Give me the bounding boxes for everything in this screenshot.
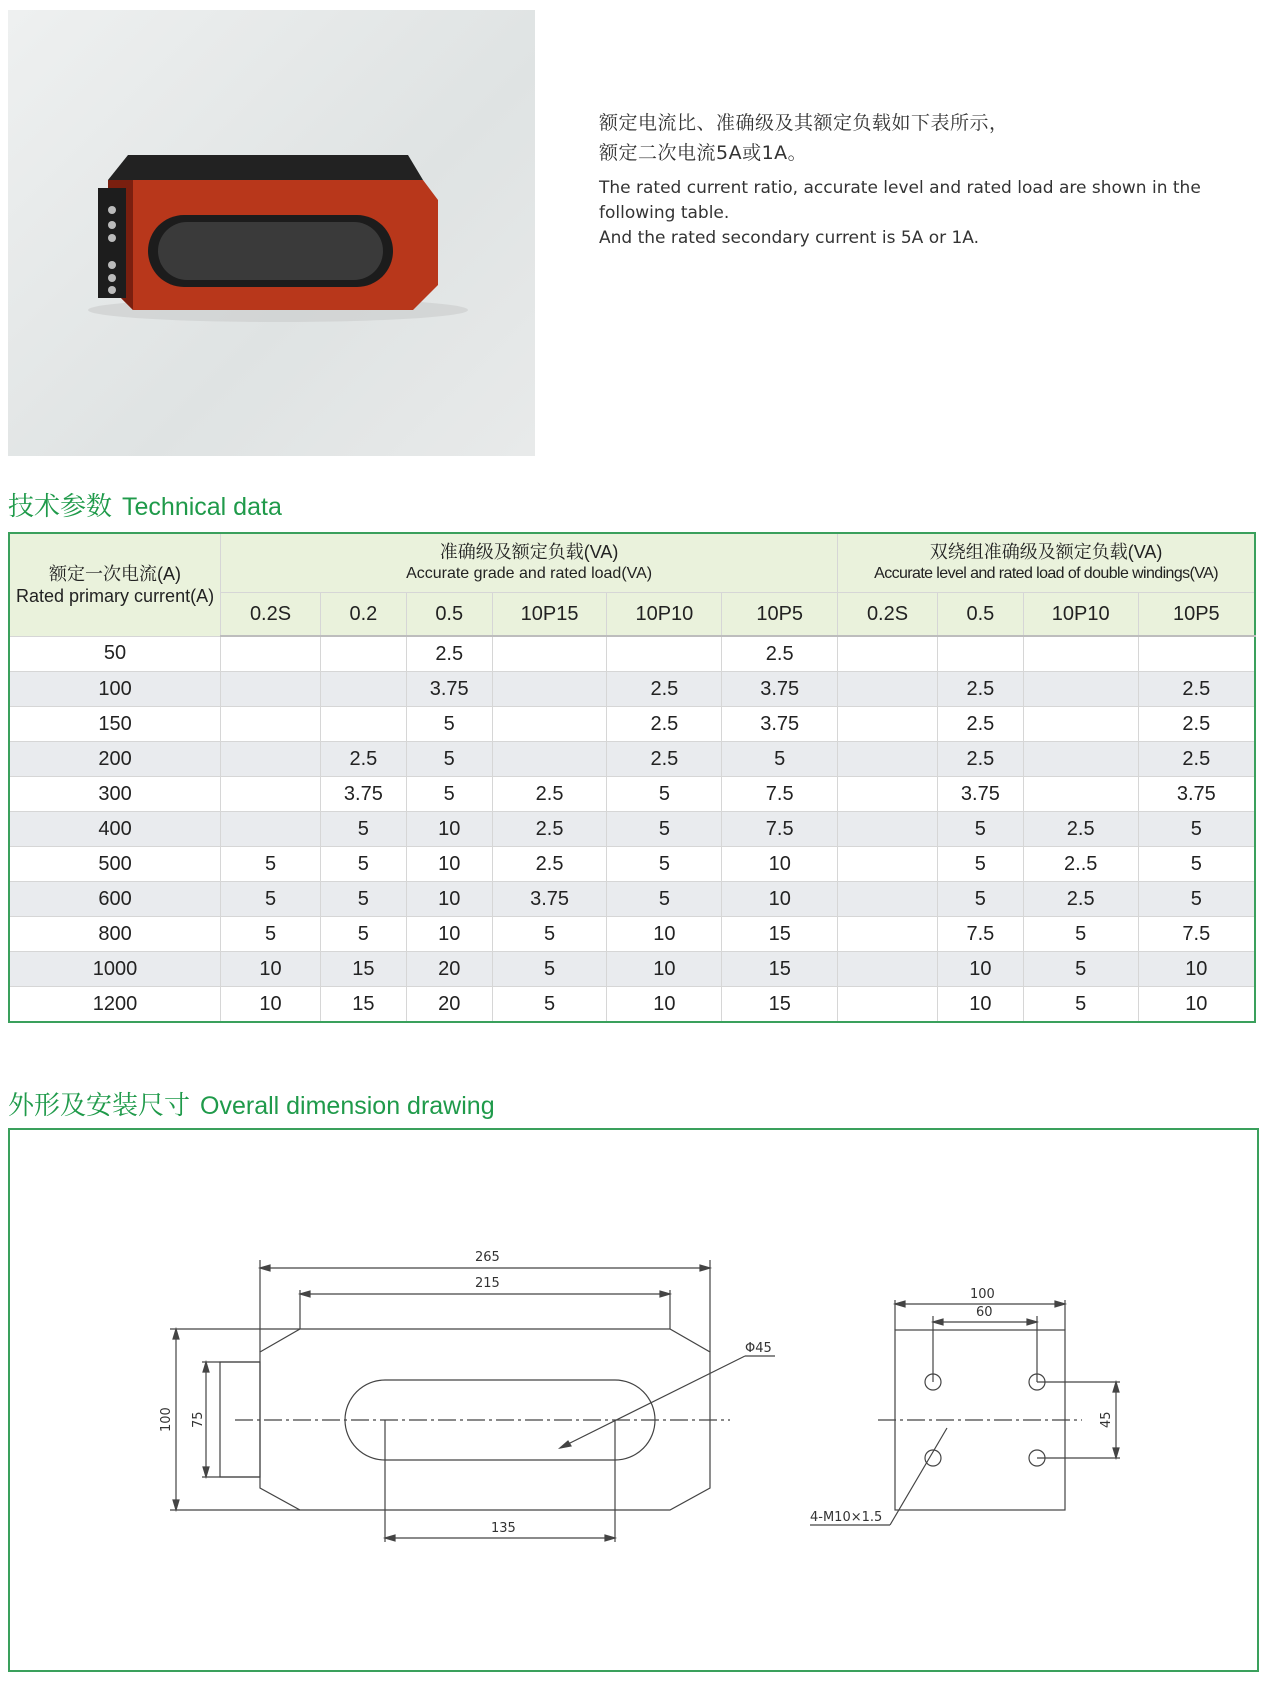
dim-thread: 4-M10×1.5 (810, 1510, 883, 1525)
table-cell: 3.75 (320, 777, 406, 812)
table-cell: 2.5 (1023, 882, 1138, 917)
intro-cn-line1: 额定电流比、准确级及其额定负载如下表所示， (599, 112, 1009, 134)
table-cell: 5 (406, 742, 492, 777)
table-cell: 2.5 (722, 636, 838, 672)
table-cell: 2.5 (937, 742, 1023, 777)
table-cell: 7.5 (1138, 917, 1255, 952)
table-row (9, 882, 1255, 917)
table-body (9, 636, 1255, 1022)
table-cell: 10 (722, 847, 838, 882)
dim-60: 60 (976, 1305, 993, 1320)
table-cell: 5 (492, 987, 607, 1023)
table-cell: 10 (221, 987, 321, 1023)
table-cell: 3.75 (937, 777, 1023, 812)
table-cell: 10 (607, 917, 722, 952)
table-cell: 7.5 (722, 777, 838, 812)
table-cell: 15 (320, 952, 406, 987)
table-row (9, 987, 1255, 1023)
row-current-cell: 800 (9, 917, 221, 952)
table-cell: 10 (406, 917, 492, 952)
table-cell (838, 742, 938, 777)
table-cell: 20 (406, 952, 492, 987)
dim-title-en: Overall dimension drawing (200, 1092, 495, 1120)
dim-215: 215 (475, 1276, 500, 1291)
table-cell: 5 (221, 917, 321, 952)
table-cell: 2.5 (607, 707, 722, 742)
tech-title-en: Technical data (122, 493, 282, 521)
table-cell: 10 (406, 812, 492, 847)
table-cell: 10 (722, 882, 838, 917)
row-current-cell: 200 (9, 742, 221, 777)
table-cell: 2.5 (492, 847, 607, 882)
row-current-cell: 100 (9, 672, 221, 707)
table-cell: 5 (492, 952, 607, 987)
table-cell: 2.5 (607, 672, 722, 707)
table-row (9, 636, 1255, 672)
table-cell: 5 (607, 812, 722, 847)
table-cell: 15 (722, 917, 838, 952)
table-cell (838, 847, 938, 882)
table-row (9, 672, 1255, 707)
column-header: 0.5 (406, 593, 492, 637)
table-cell: 5 (221, 882, 321, 917)
table-cell: 10 (607, 987, 722, 1023)
table-cell (492, 672, 607, 707)
dim-45: 45 (1099, 1411, 1114, 1428)
table-cell: 2.5 (607, 742, 722, 777)
row-current-cell: 1000 (9, 952, 221, 987)
table-cell: 10 (406, 847, 492, 882)
table-cell (320, 707, 406, 742)
table-cell (937, 636, 1023, 672)
table-cell: 7.5 (722, 812, 838, 847)
table-cell: 2.5 (492, 812, 607, 847)
table-row (9, 707, 1255, 742)
tech-title-cn: 技术参数 (8, 492, 113, 522)
row-current-cell: 600 (9, 882, 221, 917)
table-cell: 3.75 (722, 707, 838, 742)
table-cell: 15 (722, 952, 838, 987)
table-cell (221, 777, 321, 812)
table-cell (1023, 636, 1138, 672)
table-row (9, 742, 1255, 777)
table-cell: 5 (1023, 987, 1138, 1023)
table-cell: 3.75 (722, 672, 838, 707)
table-cell (838, 952, 938, 987)
dim-100-side: 100 (970, 1287, 995, 1302)
table-cell: 15 (722, 987, 838, 1023)
table-cell (221, 636, 321, 672)
dim-phi45: Φ45 (745, 1341, 772, 1356)
table-cell (492, 742, 607, 777)
group1-en: Accurate grade and rated load(VA) (406, 565, 653, 582)
table-cell: 10 (221, 952, 321, 987)
table-cell: 2.5 (937, 707, 1023, 742)
table-cell: 5 (937, 882, 1023, 917)
table-cell: 5 (607, 882, 722, 917)
dim-265: 265 (475, 1250, 500, 1265)
table-cell: 5 (1138, 882, 1255, 917)
rowhead-cn: 额定一次电流(A) (49, 563, 182, 584)
product-photo (8, 10, 535, 456)
rowhead-en: Rated primary current(A) (16, 585, 215, 606)
table-cell: 2.5 (406, 636, 492, 672)
column-header: 0.2S (838, 593, 938, 637)
column-header: 10P5 (722, 593, 838, 637)
row-current-cell: 150 (9, 707, 221, 742)
table-cell: 2.5 (492, 777, 607, 812)
table-cell (1138, 636, 1255, 672)
intro-cn-line2: 额定二次电流5A或1A。 (599, 142, 808, 164)
table-cell (838, 777, 938, 812)
table-cell: 10 (937, 952, 1023, 987)
table-cell: 15 (320, 987, 406, 1023)
table-cell: 7.5 (937, 917, 1023, 952)
column-header: 10P10 (607, 593, 722, 637)
rowhead-cell (9, 533, 221, 636)
table-cell: 5 (406, 777, 492, 812)
column-header: 0.2 (320, 593, 406, 637)
group2-en: Accurate level and rated load of double windings(VA) (874, 565, 1218, 582)
table-cell: 5 (1138, 812, 1255, 847)
table-cell (607, 636, 722, 672)
table-cell: 5 (722, 742, 838, 777)
table-cell: 5 (1023, 917, 1138, 952)
table-cell (838, 636, 938, 672)
intro-en-line2: And the rated secondary current is 5A or 1A. (599, 228, 980, 248)
column-header: 10P5 (1138, 593, 1255, 637)
intro-en-line1: The rated current ratio, accurate level and rated load are shown in the following table. (599, 178, 1201, 223)
dim-75: 75 (191, 1411, 206, 1428)
table-cell: 5 (221, 847, 321, 882)
row-current-cell: 1200 (9, 987, 221, 1023)
table-cell (838, 917, 938, 952)
table-cell: 5 (406, 707, 492, 742)
table-cell: 5 (320, 847, 406, 882)
dim-title-cn: 外形及安装尺寸 (8, 1091, 191, 1121)
table-cell (1023, 672, 1138, 707)
table-cell (1023, 777, 1138, 812)
table-cell (221, 672, 321, 707)
table-cell (1023, 742, 1138, 777)
table-cell: 5 (607, 847, 722, 882)
table-cell: 2.5 (937, 672, 1023, 707)
table-row (9, 812, 1255, 847)
table-cell: 5 (1023, 952, 1138, 987)
table-row (9, 917, 1255, 952)
table-cell: 5 (1138, 847, 1255, 882)
table-cell: 2.5 (1023, 812, 1138, 847)
table-cell: 5 (937, 847, 1023, 882)
table-row (9, 777, 1255, 812)
table-cell: 3.75 (1138, 777, 1255, 812)
table-cell: 2.5 (320, 742, 406, 777)
group2-header (838, 533, 1255, 593)
group2-cn: 双绕组准确级及额定负载(VA) (929, 542, 1163, 562)
table-cell (221, 707, 321, 742)
table-cell: 5 (320, 917, 406, 952)
table-cell: 5 (320, 812, 406, 847)
row-current-cell: 500 (9, 847, 221, 882)
dim-100-left: 100 (159, 1407, 174, 1432)
table-cell (838, 672, 938, 707)
table-cell: 10 (1138, 987, 1255, 1023)
table-cell: 10 (607, 952, 722, 987)
table-cell (320, 636, 406, 672)
table-cell: 10 (406, 882, 492, 917)
table-cell (221, 742, 321, 777)
table-cell: 5 (937, 812, 1023, 847)
table-row (9, 952, 1255, 987)
group1-header (221, 533, 838, 593)
table-cell: 2.5 (1138, 742, 1255, 777)
intro-text (599, 108, 1259, 251)
table-cell (838, 882, 938, 917)
tech-section-title (8, 486, 282, 523)
row-current-cell: 300 (9, 777, 221, 812)
table-cell (1023, 707, 1138, 742)
dim-section-title (8, 1085, 495, 1122)
table-cell (838, 812, 938, 847)
column-header: 10P10 (1023, 593, 1138, 637)
table-cell: 5 (492, 917, 607, 952)
table-cell (492, 707, 607, 742)
table-cell: 20 (406, 987, 492, 1023)
group1-cn: 准确级及额定负载(VA) (439, 542, 619, 562)
table-cell: 10 (1138, 952, 1255, 987)
table-cell: 5 (607, 777, 722, 812)
table-cell: 3.75 (406, 672, 492, 707)
row-current-cell: 400 (9, 812, 221, 847)
dim-135: 135 (491, 1521, 516, 1536)
row-current-cell: 50 (9, 636, 221, 672)
table-cell (320, 672, 406, 707)
table-cell: 2.5 (1138, 672, 1255, 707)
table-cell: 5 (320, 882, 406, 917)
column-header: 0.2S (221, 593, 321, 637)
table-cell (838, 707, 938, 742)
table-cell (838, 987, 938, 1023)
table-cell: 10 (937, 987, 1023, 1023)
table-cell (492, 636, 607, 672)
table-cell: 3.75 (492, 882, 607, 917)
table-cell: 2..5 (1023, 847, 1138, 882)
column-header: 0.5 (937, 593, 1023, 637)
table-cell: 2.5 (1138, 707, 1255, 742)
tech-data-table (8, 532, 1256, 1023)
column-header: 10P15 (492, 593, 607, 637)
table-cell (221, 812, 321, 847)
table-row (9, 847, 1255, 882)
dimension-drawing (8, 1128, 1259, 1672)
